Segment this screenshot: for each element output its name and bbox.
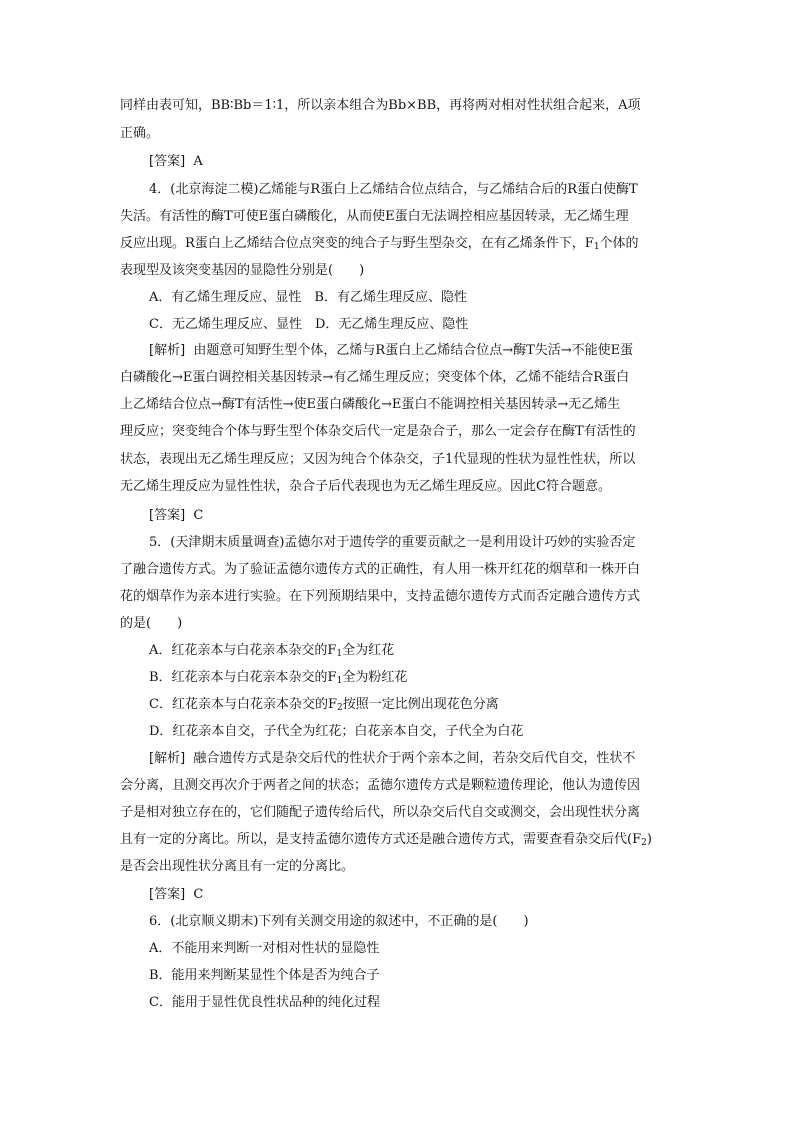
answer-line bbox=[149, 153, 203, 170]
question-5-line: 了融合遗传方式。为了验证孟德尔遗传方式的正确性，有人用一株开红花的烟草和一株开白 bbox=[120, 562, 641, 577]
text: ) bbox=[646, 832, 652, 847]
subscript: 1 bbox=[336, 649, 343, 659]
text: 全为红花 bbox=[342, 643, 395, 658]
analysis-line: 是否会出现性状分离且有一定的分离比。 bbox=[120, 859, 355, 874]
subscript: 2 bbox=[641, 838, 647, 848]
analysis-line: 无乙烯生理反应为显性性状，杂合子后代表现也为无乙烯生理反应。因此C符合题意。 bbox=[120, 479, 611, 494]
analysis-line: 上乙烯结合位点→酶T有活性→使E蛋白磷酸化→E蛋白不能调控相关基因转录→无乙烯生 bbox=[120, 397, 621, 412]
option-line bbox=[149, 669, 407, 686]
text: 且有一定的分离比。所以，是支持孟德尔遗传方式还是融合遗传方式，需要查看杂交后代(F bbox=[120, 832, 642, 847]
question-4-line: 表现型及该突变基因的显隐性分别是( ) bbox=[120, 263, 365, 278]
text-line: 正确。 bbox=[120, 126, 160, 141]
option-line: C．无乙烯生理反应、显性 D．无乙烯生理反应、隐性 bbox=[149, 317, 469, 332]
text: 融合遗传方式是杂交后代的性状介于两个亲本之间，若杂交后代自交，性状不 bbox=[193, 751, 636, 766]
answer-tag: [答案] bbox=[149, 508, 186, 523]
analysis-line bbox=[149, 342, 633, 359]
question-4-line bbox=[120, 235, 639, 252]
analysis-line bbox=[149, 750, 635, 767]
question-6-line: 6．(北京顺义期末)下列有关测交用途的叙述中，不正确的是( ) bbox=[149, 914, 529, 929]
text: 按照一定比例出现花色分离 bbox=[342, 697, 499, 712]
text: 反应出现。R蛋白上乙烯结合位点突变的纯合子与野生型杂交，在有乙烯条件下，F bbox=[120, 236, 594, 251]
analysis-line: 白磷酸化→E蛋白调控相关基因转录→有乙烯生理反应；突变体个体，乙烯不能结合R蛋白 bbox=[120, 370, 630, 385]
question-5-line: 5．(天津期末质量调查)孟德尔对于遗传学的重要贡献之一是利用设计巧妙的实验否定 bbox=[149, 535, 636, 550]
text: 由题意可知野生型个体，乙烯与R蛋白上乙烯结合位点→酶T失活→不能使E蛋 bbox=[193, 343, 634, 358]
analysis-line: 状态，表现出无乙烯生理反应；又因为纯合个体杂交，子1代显现的性状为显性性状，所以 bbox=[120, 452, 636, 467]
subscript: 1 bbox=[336, 676, 343, 686]
answer-tag: [答案] bbox=[149, 887, 186, 902]
option-line bbox=[149, 642, 394, 659]
analysis-line: 子是相对独立存在的，它们随配子遗传给后代，所以杂交后代自交或测交，会出现性状分离 bbox=[120, 805, 641, 820]
option-line: B．能用来判断某显性个体是否为纯合子 bbox=[149, 968, 380, 983]
analysis-tag: [解析] bbox=[149, 751, 186, 766]
answer-line bbox=[149, 886, 203, 903]
text: B．红花亲本与白花亲本杂交的F bbox=[149, 670, 337, 685]
question-5-line: 的是( ) bbox=[120, 616, 183, 631]
answer-value: C bbox=[193, 508, 204, 523]
option-line bbox=[149, 696, 499, 713]
analysis-line: 会分离，且测交再次介于两者之间的状态；孟德尔遗传方式是颗粒遗传理论，他认为遗传因 bbox=[120, 778, 641, 793]
question-4-line: 失活。有活性的酶T可使E蛋白磷酸化，从而使E蛋白无法调控相应基因转录，无乙烯生理 bbox=[120, 209, 629, 224]
text-line: 同样由表可知，BB∶Bb＝1∶1，所以亲本组合为Bb×BB，再将两对相对性状组合起来，A项 bbox=[120, 98, 641, 113]
answer-value: A bbox=[193, 154, 203, 169]
option-line: A．有乙烯生理反应、显性 B．有乙烯生理反应、隐性 bbox=[149, 290, 467, 305]
option-line: A．不能用来判断一对相对性状的显隐性 bbox=[149, 941, 380, 956]
text: C．红花亲本与白花亲本杂交的F bbox=[149, 697, 337, 712]
text: 个体的 bbox=[599, 236, 639, 251]
option-line: C．能用于显性优良性状品种的纯化过程 bbox=[149, 995, 380, 1010]
text: 全为粉红花 bbox=[342, 670, 408, 685]
analysis-tag: [解析] bbox=[149, 343, 186, 358]
subscript: 1 bbox=[593, 242, 600, 252]
subscript: 2 bbox=[336, 703, 343, 713]
option-line: D．红花亲本自交，子代全为红花；白花亲本自交，子代全为白花 bbox=[149, 724, 524, 739]
analysis-line bbox=[120, 831, 652, 848]
answer-value: C bbox=[193, 887, 204, 902]
question-4-line: 4．(北京海淀二模)乙烯能与R蛋白上乙烯结合位点结合，与乙烯结合后的R蛋白使酶T bbox=[149, 182, 638, 197]
question-5-line: 花的烟草作为亲本进行实验。在下列预期结果中，支持孟德尔遗传方式而否定融合遗传方式 bbox=[120, 589, 641, 604]
answer-tag: [答案] bbox=[149, 154, 186, 169]
text: A．红花亲本与白花亲本杂交的F bbox=[149, 643, 337, 658]
answer-line bbox=[149, 507, 203, 524]
analysis-line: 理反应；突变纯合个体与野生型个体杂交后代一定是杂合子，那么一定会存在酶T有活性的 bbox=[120, 424, 636, 439]
